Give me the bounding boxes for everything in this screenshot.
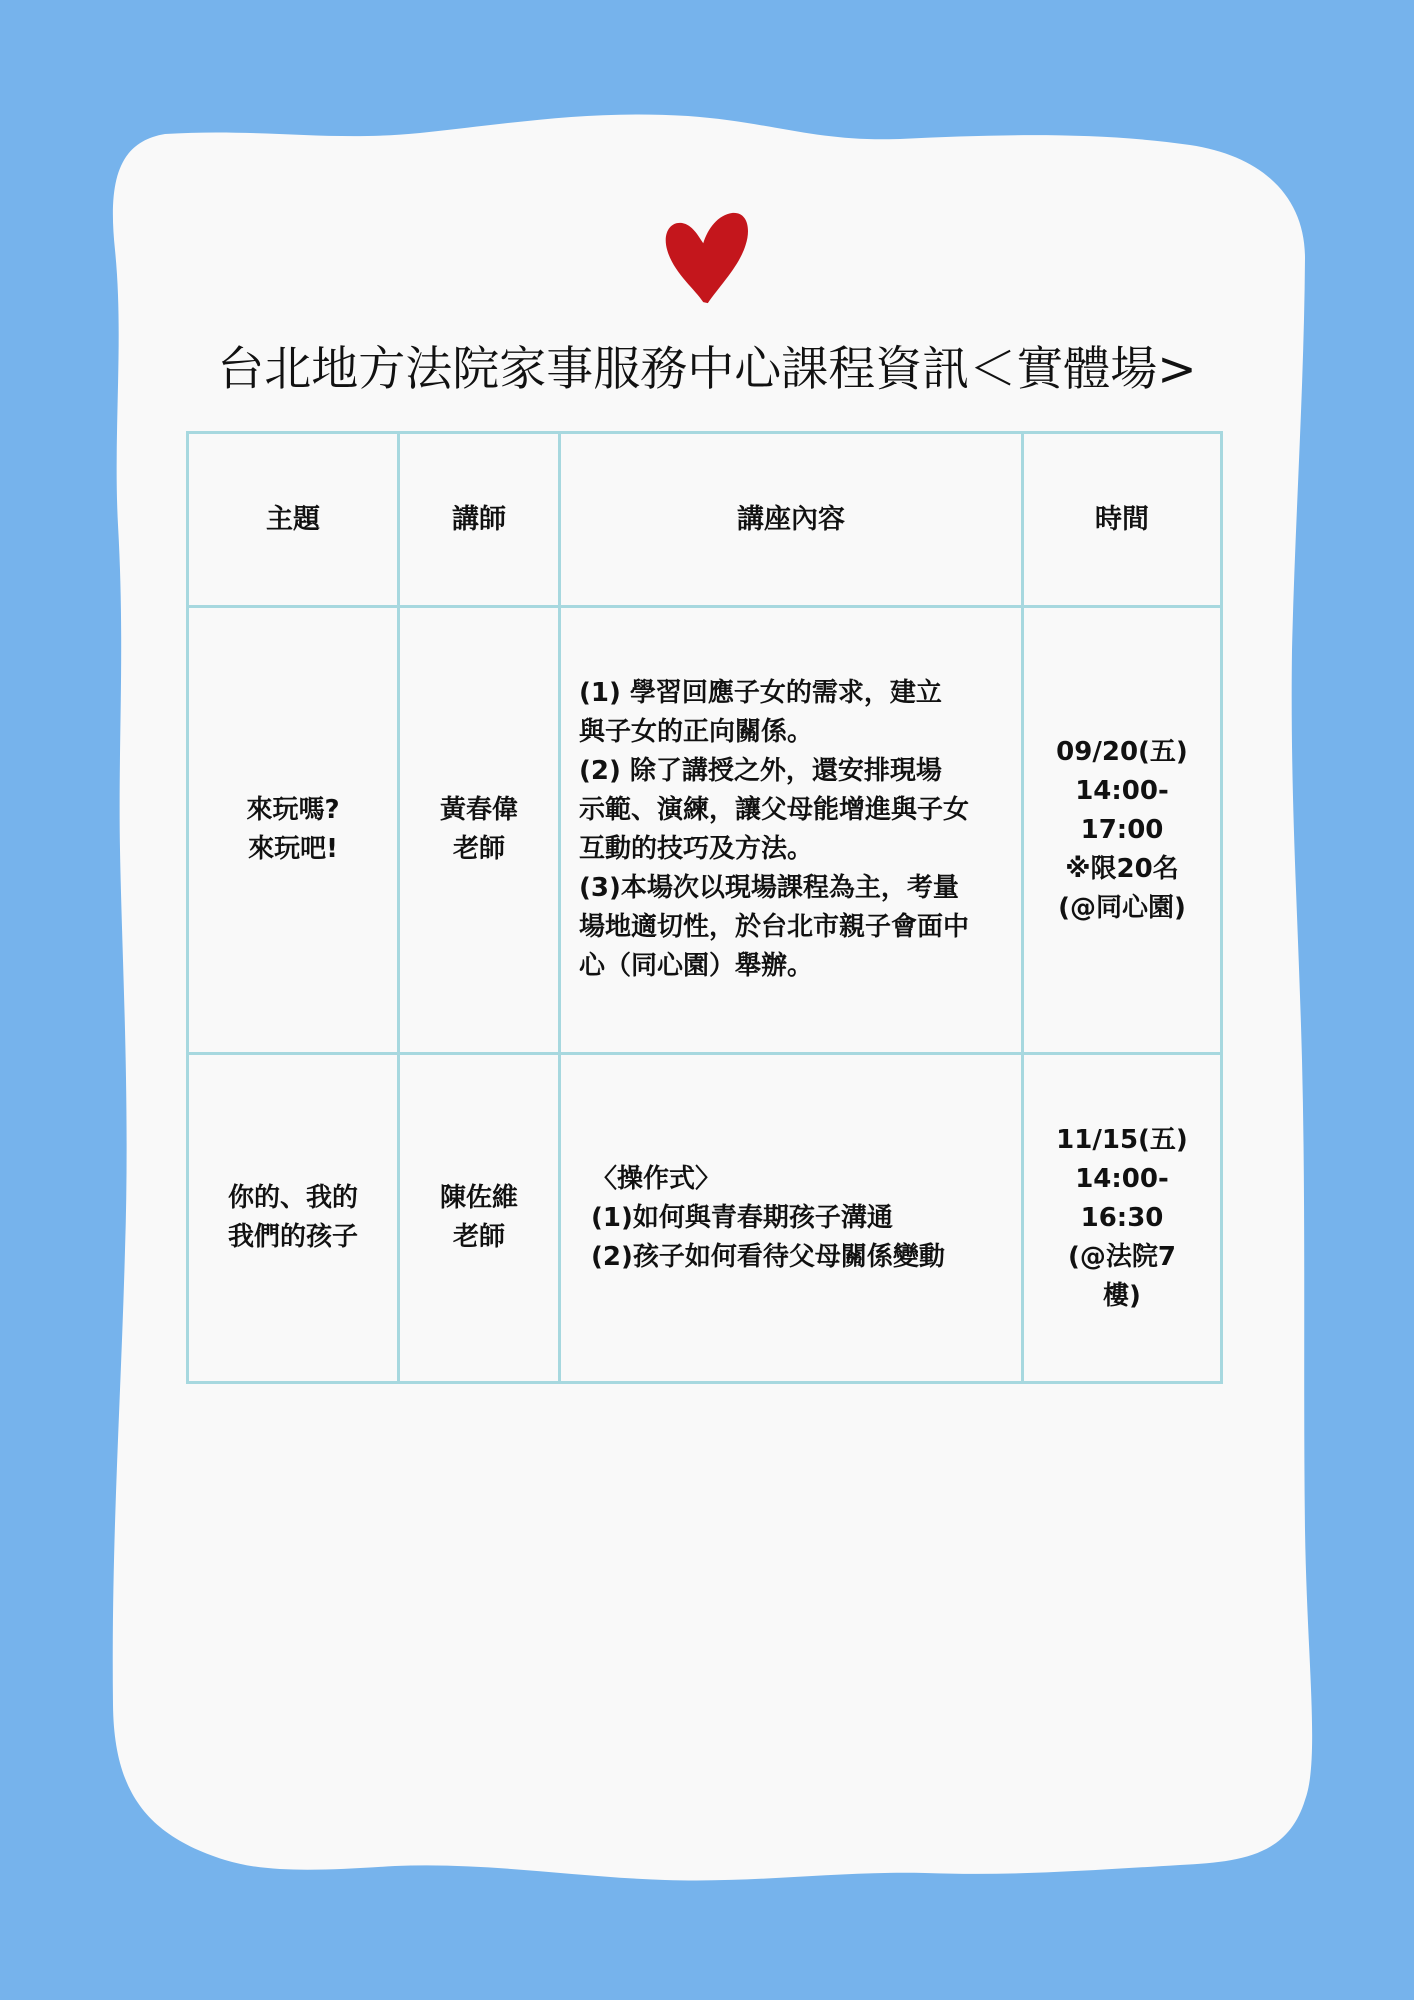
time-line: 17:00 (1080, 814, 1164, 845)
speaker-line: 陳佐維 (439, 1183, 518, 1213)
header-time: 時間 (1023, 433, 1222, 607)
time-line: 11/15(五) (1056, 1124, 1188, 1155)
speaker-line: 老師 (452, 1222, 505, 1252)
topic-line: 我們的孩子 (227, 1222, 358, 1252)
content-line: (1)如何與青春期孩子溝通 (591, 1202, 893, 1233)
time-line: (@法院7 (1068, 1241, 1176, 1272)
content-cell (560, 607, 1023, 1054)
time-line: ※限20名 (1065, 853, 1179, 884)
content-cell (560, 1054, 1023, 1383)
content-line: 場地適切性，於台北市親子會面中 (579, 912, 970, 942)
time-cell (1023, 607, 1222, 1054)
header-topic: 主題 (188, 433, 399, 607)
speaker-cell (399, 607, 560, 1054)
content-line: (3)本場次以現場課程為主，考量 (579, 873, 959, 903)
time-cell (1023, 1054, 1222, 1383)
time-line: 14:00- (1075, 1163, 1169, 1194)
speaker-line: 老師 (452, 834, 505, 864)
heart-shape (666, 213, 748, 303)
heart-icon (660, 210, 752, 306)
topic-line: 你的、我的 (227, 1183, 358, 1213)
topic-cell (188, 1054, 399, 1383)
content-line: (1) 學習回應子女的需求，建立 (579, 678, 942, 708)
speaker-cell (399, 1054, 560, 1383)
time-line: (@同心園) (1058, 892, 1186, 923)
header-speaker: 講師 (399, 433, 560, 607)
table-header-row (188, 433, 1222, 607)
course-schedule-table (186, 431, 1223, 1384)
content-line: (2)孩子如何看待父母關係變動 (591, 1241, 945, 1272)
time-line: 樓) (1103, 1280, 1141, 1311)
content-line: 示範、演練，讓父母能增進與子女 (579, 795, 970, 825)
content-line: 與子女的正向關係。 (579, 717, 814, 747)
content-line: (2) 除了講授之外，還安排現場 (579, 756, 942, 786)
content-line: 心（同心園）舉辦。 (579, 951, 814, 981)
content-line: 互動的技巧及方法。 (579, 834, 814, 864)
speaker-line: 黃春偉 (439, 795, 518, 825)
time-line: 16:30 (1080, 1202, 1164, 1233)
time-line: 14:00- (1075, 775, 1169, 806)
time-line: 09/20(五) (1056, 736, 1188, 767)
table-row (188, 607, 1222, 1054)
topic-line: 來玩嗎? (246, 795, 340, 825)
header-content: 講座內容 (560, 433, 1023, 607)
page-title: 台北地方法院家事服務中心課程資訊＜實體場> (217, 342, 1197, 397)
topic-line: 來玩吧! (248, 834, 338, 864)
table-row (188, 1054, 1222, 1383)
content-line: 〈操作式〉 (591, 1163, 722, 1194)
topic-cell (188, 607, 399, 1054)
